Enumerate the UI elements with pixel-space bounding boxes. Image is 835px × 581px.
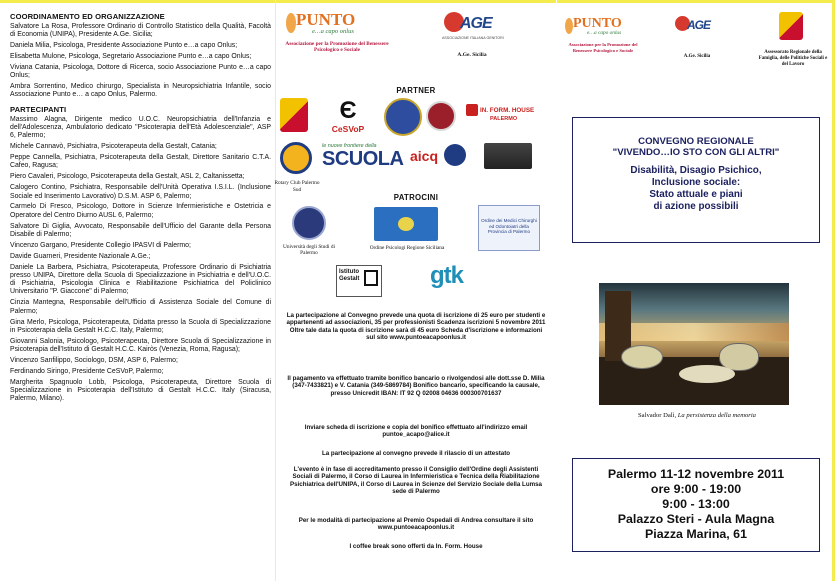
participant-item: Vincenzo Gargano, Presidente Collegio IPASVI di Palermo; [10,241,191,249]
topic-line-3: Stato attuale e piani [649,189,743,200]
topic-line-4: di azione possibili [653,201,739,212]
top-accent-bar [276,0,556,3]
age-mark: AGE [687,18,711,32]
coordination-item: Viviana Catania, Psicologa, Dottore di Ricerca, socio Associazione Punto e…a capo Onlus; [10,63,271,80]
cesvop-wordmark: CeSVoP [331,124,365,134]
painting-caption [597,412,797,419]
rotary-caption: Rotary Club Palermo Sud [274,180,320,193]
punto-wordmark: PUNTO [296,10,356,29]
participant-item: Carmelo Di Fresco, Psicologo, Dottore in Scienze Infermieristiche e Ostetricia e Operatore del Centro Diurno AUSL 6, Palermo; [10,203,271,219]
sicilia-logo [280,98,310,134]
gtk-wordmark: gtk [430,262,463,289]
participant-item: Giovanni Salonia, Psicologo, Psicoterapeuta, Direttore Scuola di Specializzazione in Psicoterapia dell'Istituto di Gestalt H.C.C. Kairòs (Venezia, Roma, Ragusa); [10,337,271,353]
partner-heading: PARTNER [396,86,436,95]
punto-logo [282,8,392,53]
certificate-info: La partecipazione al convegno prevede il rilascio di un attestato [321,450,511,457]
participants-list [10,116,271,404]
age-logo-small [673,16,721,59]
age-label: A.Ge. Sicilia [683,54,711,59]
participant-item: Massimo Alagna, Dirigente medico U.O.C. Neuropsichiatria dell'Infanzia e dell'Adolescenza, Ambulatorio dedicato "Psicoterapia dell'Età Adolescenziale", ASP 6, Palermo; [10,115,271,140]
convegno-title-box [572,117,820,243]
coordination-item: Ambra Sorrentino, Medico chirurgo, Specialista in Neuropsichiatria Infantile, socio Associazione Punto e… a capo Onlus, Palermo. [10,83,271,99]
topic-line-2: Inclusione sociale: [651,177,741,188]
trinacria-icon [280,98,308,132]
participant-item: Vincenzo Sanfilippo, Sociologo, DSM, ASP 6, Palermo; [10,356,178,364]
building-icon [484,143,532,169]
registration-info: La partecipazione al Convegno prevede una quota di iscrizione di 25 euro per studenti e appartenenti ad associazioni, 35 per professionisti Scadenza iscrizioni 5 novembre 2011 Oltre tale data la quota di iscrizione sarà di 45 euro Scheda d'iscrizione e informazioni sul sito www.puntoeacapoonlus.it [286,312,546,342]
istituto-gestalt-text: Istituto Gestalt [339,269,360,282]
gestalt-mark-icon [364,270,378,286]
participant-item: Salvatore Di Giglia, Avvocato, Responsabile dell'Ufficio del Garante della Persona Disabile di Palermo; [10,222,271,238]
participant-item: Daniele La Barbera, Psichiatra, Psicoterapeuta, Professore Ordinario di Psichiatria presso UNIPA, Direttore della Scuola di Specializzazione in Psichiatria e dell'U.O.C. di Psichiatria, Psicologia Clinica e Riabilitazione Psichiatrica del Policlinico Universitario "P. Giaccone" di Palermo; [10,263,271,296]
sicily-shape-icon [398,217,414,231]
unipa-caption: Università degli Studi di Palermo [283,244,335,257]
coordination-title: COORDINAMENTO ED ORGANIZZAZIONE [10,12,165,21]
event-details-box [572,458,820,552]
convegno-title: CONVEGNO REGIONALE [638,136,754,147]
aicq-wordmark: aicq [410,148,439,164]
aicq-globe-icon [444,144,466,166]
top-accent-bar [557,0,835,3]
age-tagline: ASSOCIAZIONE ITALIANA GENITORI [442,36,504,40]
painting-author: Salvador Dalì, [638,412,677,419]
dali-painting-image [599,283,789,405]
coordination-item: Daniela Milia, Psicologa, Presidente Associazione Punto e…a capo Onlus; [10,42,238,50]
scuola-top-text: le nuove frontiere della [322,143,377,149]
melting-clock-icon [621,345,663,369]
building-logo [484,143,539,175]
seal-badge-icon [426,101,456,131]
trinacria-icon [779,12,803,40]
coffee-break-info: I coffee break sono offerti da In. Form. House [349,543,483,550]
participants-title: PARTECIPANTI [10,104,67,114]
cesvop-symbol-icon: Є [339,97,357,124]
age-logo [442,12,502,58]
scuola-wordmark: SCUOLA [322,148,404,170]
coordination-item: Elisabetta Mulone, Psicologa, Segretario Associazione Punto e…a capo Onlus; [10,53,252,61]
topic-line-1: Disabilità, Disagio Psichico, [630,165,762,176]
inform-house-city: PALERMO [490,116,518,122]
punto-tagline: e…a capo onlus [587,30,622,36]
right-panel [557,0,835,581]
participant-item: Peppe Cannella, Psichiatra, Psicoterapeuta della Gestalt, Direttore Sanitario C.T.A. Cafeo, Ragusa; [10,154,271,170]
house-icon [466,104,478,116]
unipa-seal-icon [292,206,326,240]
age-label: A.Ge. Sicilia [457,52,487,58]
top-accent-bar [0,0,275,3]
event-venue: Palazzo Steri - Aula Magna [617,512,775,526]
middle-panel [276,0,556,581]
cesvop-logo [322,98,374,138]
participant-item: Ferdinando Siringo, Presidente CeSVoP, Palermo; [10,367,164,375]
psicologi-caption: Ordine Psicologi Regione Siciliana [369,245,445,251]
istituto-gestalt-logo [336,265,382,297]
event-hours-day1: ore 9:00 - 19:00 [650,482,742,496]
accreditation-info: L'evento è in fase di accreditamento presso il Consiglio dell'Ordine degli Assistenti Sociali di Palermo, il Corso di Laurea in Infermieristica e Tecnica della Riabilitazione Psichiatrica dell'UNIPA, il Corso di Laurea in Scienze del Servizio Sociale della Lumsa sede di Palermo [289,466,543,496]
event-date: Palermo 11-12 novembre 2011 [607,467,785,481]
people-list [10,12,271,406]
rotary-wheel-icon [280,142,312,174]
event-address: Piazza Marina, 61 [645,527,747,541]
participant-item: Margherita Spagnuolo Lobb, Psicologa, Psicoterapeuta, Direttore Scuola di Specializzazione in Psicoterapia dell'Istituto di Gestalt H.C.C. Italy (Siracusa, Palermo, Milano). [10,378,271,403]
coordination-item: Salvatore La Rosa, Professore Ordinario di Controllo Statistico della Qualità, Facoltà di Economia (UNIPA), Presidente A.Ge. Sicilia; [10,23,271,39]
coordination-list [10,23,271,100]
send-form-info: Inviare scheda di iscrizione e copia del bonifico effettuato all'indirizzo email puntoe_acapo@alice.it [304,424,528,439]
sicilia-region-label: Assessorato Regionale della Famiglia, delle Politiche Sociali e del Lavoro [758,50,828,67]
punto-logo-small [563,14,643,53]
psicologi-logo-icon [374,207,438,241]
participant-item: Cinzia Mantegna, Responsabile dell'Ufficio di Assistenza Sociale del Comune di Palermo; [10,299,271,315]
carabinieri-badge-icon [384,98,422,136]
participant-item: Piero Cavaleri, Psicologo, Psicoterapeuta della Gestalt, ASL 2, Caltanissetta; [10,173,245,181]
inform-house-wordmark: IN. FORM. HOUSE [480,107,535,114]
payment-info: Il pagamento va effettuato tramite bonifico bancario o rivolgendosi alle dott.sse D. Milia (347-7433821) e V. Catania (349-5869784) Bonifico bancario, specificando la causale, presso Unicredit IBAN: IT 92 Q 02008 04636 000300701637 [287,375,545,397]
patrocini-heading: PATROCINI [393,193,439,202]
sicilia-region-logo [757,12,829,68]
participant-item: Gina Merlo, Psicologa, Psicoterapeuta, Didatta presso la Scuola di Specializzazione in Psicoterapia della Gestalt H.C.C. Italy, Palermo; [10,318,271,334]
participant-item: Calogero Contino, Psichiatra, Responsabile dell'Unità Operativa I.S.I.L. (Inclusione Sociale ed Inserimento Lavorativo) D.S.M. ASP 6, Palermo; [10,184,271,200]
scuola-logo [322,143,404,175]
prize-info: Per le modalità di partecipazione al Premio Ospedali di Andrea consultare il sito www.puntoeacapoonlus.it [298,517,534,532]
punto-wordmark: PUNTO [573,16,622,31]
punto-tagline: e…a capo onlus [312,28,354,35]
left-panel [0,0,276,581]
convegno-subtitle: "VIVENDO…IO STO CON GLI ALTRI" [612,147,780,158]
aicq-logo [410,148,470,174]
inform-house-logo [466,104,541,132]
participant-item: Michele Cannavò, Psichiatra, Psicoterapeuta della Gestalt, Catania; [10,143,217,151]
painting-title: La persistenza della memoria [677,412,756,419]
participant-item: Davide Guarneri, Presidente Nazionale A.Ge.; [10,252,151,260]
age-mark: AGE [460,15,492,32]
medici-logo [478,205,540,251]
medici-text: Ordine dei Medici Chirurghi ed Odontoiatri della Provincia di Palermo [481,218,537,235]
event-hours-day2: 9:00 - 13:00 [662,497,730,511]
gtk-logo [430,262,500,292]
melting-clock-icon [679,365,735,383]
punto-subtitle: Associazione per la Promozione del Benessere Psicologico e Sociale [285,41,389,53]
punto-figure-icon [286,13,296,33]
punto-figure-icon [565,18,573,34]
punto-subtitle: Associazione per la Promozione del Benessere Psicologico e Sociale [568,42,638,53]
